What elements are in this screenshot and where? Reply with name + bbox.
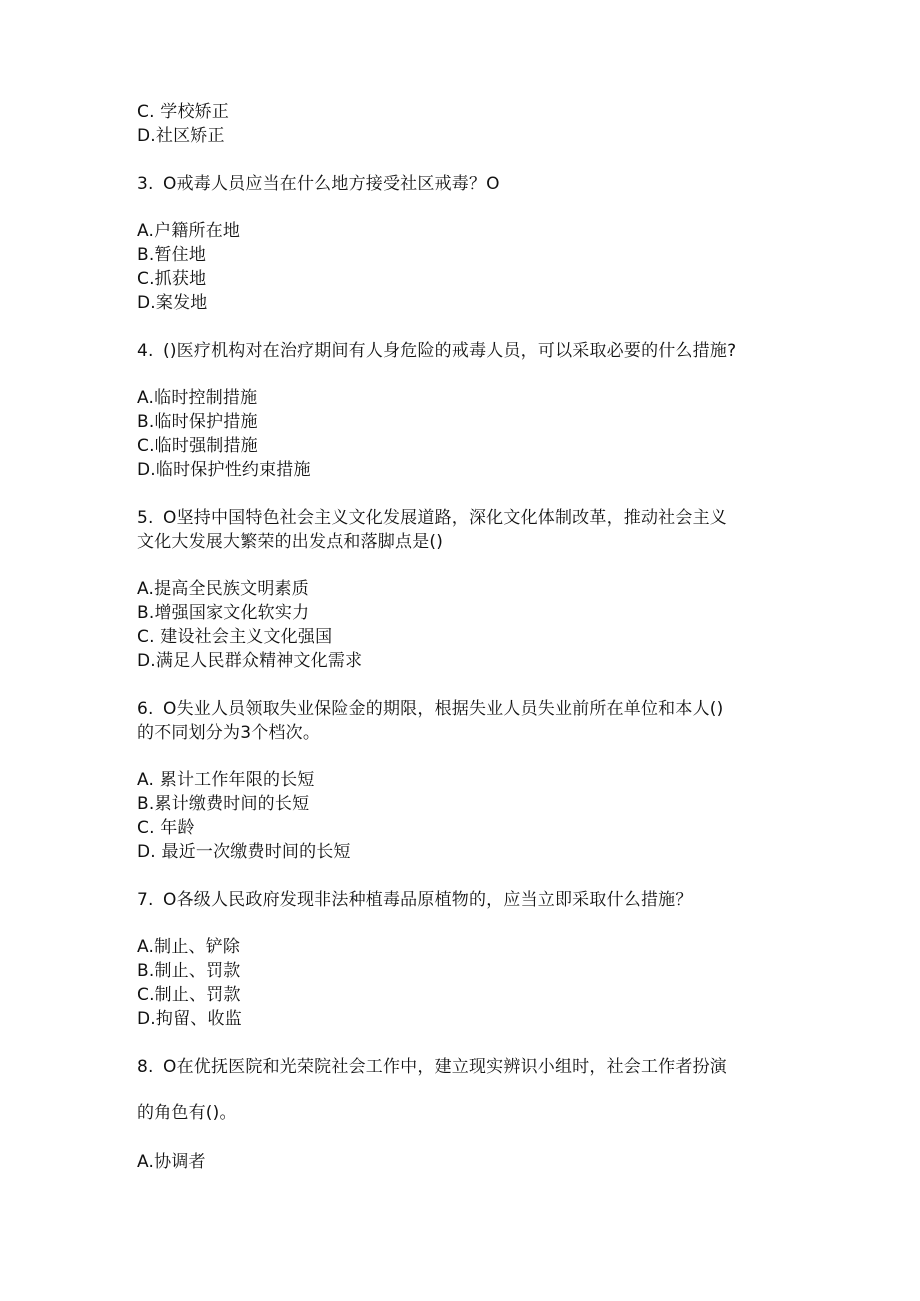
question-number: 8. — [137, 1057, 154, 1077]
q2-option-d: D.社区矫正 — [137, 126, 225, 146]
question-text: O各级人民政府发现非法种植毒品原植物的，应当立即采取什么措施？ — [163, 890, 693, 910]
q7-option-a: A.制止、铲除 — [137, 937, 241, 957]
q6-option-c: C. 年龄 — [137, 818, 195, 838]
q4-option-d: D.临时保护性约束措施 — [137, 460, 311, 480]
q3-option-d: D.案发地 — [137, 293, 208, 313]
question-number: 7. — [137, 890, 154, 910]
question-4-stem — [137, 339, 736, 363]
q2-option-c: C. 学校矫正 — [137, 102, 230, 122]
document-page — [137, 0, 787, 1301]
question-number: 3. — [137, 174, 154, 194]
question-text: O坚持中国特色社会主义文化发展道路，深化文化体制改革，推动社会主义 — [163, 508, 727, 528]
question-5-stem — [137, 506, 727, 530]
question-number: 4. — [137, 341, 154, 361]
q6-option-a: A. 累计工作年限的长短 — [137, 770, 315, 790]
q8-option-a: A.协调者 — [137, 1152, 206, 1172]
question-8-stem — [137, 1055, 727, 1079]
question-7-stem — [137, 888, 693, 912]
q7-option-d: D.拘留、收监 — [137, 1009, 242, 1029]
q5-option-a: A.提高全民族文明素质 — [137, 579, 309, 599]
question-text: O失业人员领取失业保险金的期限，根据失业人员失业前所在单位和本人() — [163, 699, 724, 719]
q6-option-b: B.累计缴费时间的长短 — [137, 794, 310, 814]
q3-option-b: B.暂住地 — [137, 245, 207, 265]
q5-option-d: D.满足人民群众精神文化需求 — [137, 651, 363, 671]
q6-option-d: D. 最近一次缴费时间的长短 — [137, 842, 351, 862]
q4-option-b: B.临时保护措施 — [137, 412, 258, 432]
q3-option-a: A.户籍所在地 — [137, 221, 241, 241]
question-6-stem — [137, 697, 723, 721]
question-number: 5. — [137, 508, 154, 528]
question-3-stem — [137, 172, 500, 196]
q5-option-b: B.增强国家文化软实力 — [137, 603, 310, 623]
question-5-stem-cont: 文化大发展大繁荣的出发点和落脚点是() — [137, 532, 444, 552]
question-text: O戒毒人员应当在什么地方接受社区戒毒？O — [163, 174, 500, 194]
q5-option-c: C. 建设社会主义文化强国 — [137, 627, 333, 647]
q7-option-b: B.制止、罚款 — [137, 961, 241, 981]
q4-option-c: C.临时强制措施 — [137, 436, 258, 456]
question-6-stem-cont: 的不同划分为3个档次。 — [137, 723, 321, 743]
question-8-stem-cont: 的角色有()。 — [137, 1103, 237, 1123]
question-number: 6. — [137, 699, 154, 719]
question-text: ()医疗机构对在治疗期间有人身危险的戒毒人员，可以采取必要的什么措施? — [163, 341, 737, 361]
q4-option-a: A.临时控制措施 — [137, 388, 258, 408]
q3-option-c: C.抓获地 — [137, 269, 207, 289]
question-text: O在优抚医院和光荣院社会工作中，建立现实辨识小组时，社会工作者扮演 — [163, 1057, 727, 1077]
q7-option-c: C.制止、罚款 — [137, 985, 241, 1005]
